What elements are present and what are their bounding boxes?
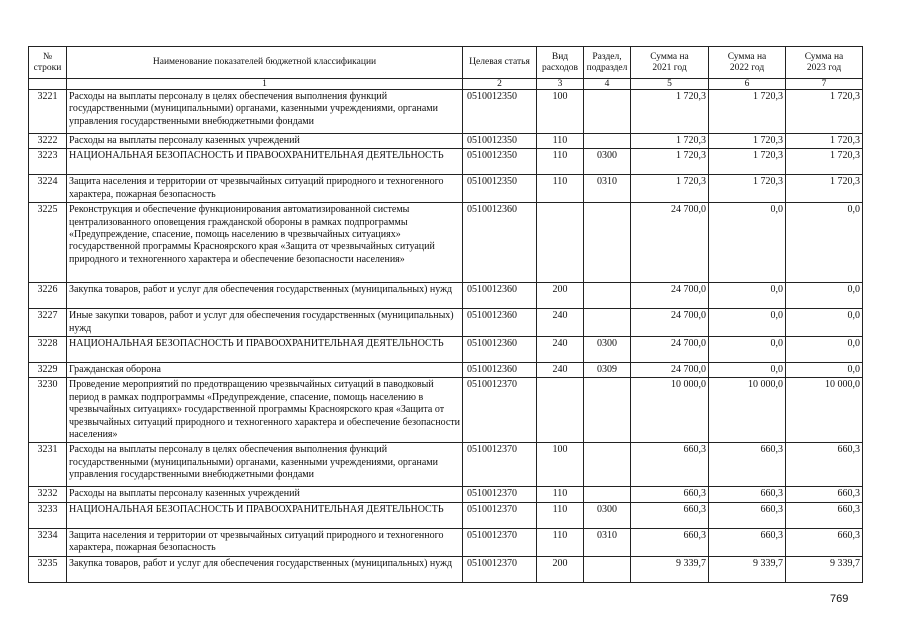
header-section: Раздел, подраздел: [584, 47, 631, 79]
column-number: 6: [709, 79, 786, 90]
sum-2023-cell: 0,0: [786, 283, 863, 309]
table-row: [29, 443, 863, 487]
sum-2023-cell: 1 720,3: [786, 149, 863, 175]
column-number: [29, 79, 67, 90]
row-number-cell: 3224: [29, 175, 67, 203]
section-cell: [584, 90, 631, 134]
budget-table: [28, 46, 863, 583]
sum-2022-cell: 1 720,3: [709, 90, 786, 134]
sum-2023-cell: 10 000,0: [786, 378, 863, 443]
expense-type-cell: 100: [537, 90, 584, 134]
column-number: 1: [67, 79, 463, 90]
section-cell: [584, 134, 631, 149]
indicator-name-cell: Реконструкция и обеспечение функционирования автоматизированной системы централизованного оповещения гражданской обороны в рамках подпрограммы «Предупреждение, спасение, помощь населению в чрезвычайных ситуациях» государственной программы Красноярского края «Защита от чрезвычайных ситуаций природного и техногенного характера и обеспечение безопасности населения»: [67, 203, 463, 283]
indicator-name-cell: НАЦИОНАЛЬНАЯ БЕЗОПАСНОСТЬ И ПРАВООХРАНИТЕЛЬНАЯ ДЕЯТЕЛЬНОСТЬ: [67, 149, 463, 175]
row-number-cell: 3227: [29, 309, 67, 337]
sum-2023-cell: 1 720,3: [786, 175, 863, 203]
sum-2022-cell: 0,0: [709, 337, 786, 363]
target-article-cell: 0510012370: [463, 443, 537, 487]
indicator-name-cell: Закупка товаров, работ и услуг для обеспечения государственных (муниципальных) нужд: [67, 556, 463, 582]
sum-2021-cell: 660,3: [631, 528, 709, 556]
sum-2021-cell: 10 000,0: [631, 378, 709, 443]
row-number-cell: 3225: [29, 203, 67, 283]
expense-type-cell: [537, 378, 584, 443]
expense-type-cell: 110: [537, 134, 584, 149]
section-cell: 0300: [584, 337, 631, 363]
header-indicator-name: Наименование показателей бюджетной классификации: [67, 47, 463, 79]
sum-2023-cell: 0,0: [786, 363, 863, 378]
sum-2022-cell: 0,0: [709, 203, 786, 283]
row-number-cell: 3234: [29, 528, 67, 556]
header-row-number: № строки: [29, 47, 67, 79]
section-cell: [584, 443, 631, 487]
sum-2022-cell: 660,3: [709, 528, 786, 556]
section-cell: [584, 309, 631, 337]
table-row: [29, 203, 863, 283]
sum-2021-cell: 24 700,0: [631, 309, 709, 337]
sum-2023-cell: 0,0: [786, 203, 863, 283]
section-cell: [584, 283, 631, 309]
sum-2022-cell: 9 339,7: [709, 556, 786, 582]
sum-2022-cell: 660,3: [709, 502, 786, 528]
sum-2021-cell: 24 700,0: [631, 283, 709, 309]
target-article-cell: 0510012360: [463, 363, 537, 378]
table-row: [29, 337, 863, 363]
sum-2022-cell: 1 720,3: [709, 149, 786, 175]
row-number-cell: 3228: [29, 337, 67, 363]
table-row: [29, 502, 863, 528]
target-article-cell: 0510012370: [463, 502, 537, 528]
sum-2021-cell: 660,3: [631, 487, 709, 502]
indicator-name-cell: Защита населения и территории от чрезвычайных ситуаций природного и техногенного характера, пожарная безопасность: [67, 528, 463, 556]
target-article-cell: 0510012360: [463, 337, 537, 363]
sum-2023-cell: 0,0: [786, 309, 863, 337]
table-row: [29, 134, 863, 149]
table-row: [29, 90, 863, 134]
indicator-name-cell: Расходы на выплаты персоналу казенных учреждений: [67, 487, 463, 502]
sum-2023-cell: 1 720,3: [786, 90, 863, 134]
sum-2023-cell: 660,3: [786, 502, 863, 528]
table-row: [29, 487, 863, 502]
table-row: [29, 309, 863, 337]
budget-table-container: [28, 46, 862, 583]
sum-2023-cell: 660,3: [786, 443, 863, 487]
target-article-cell: 0510012370: [463, 556, 537, 582]
expense-type-cell: 110: [537, 502, 584, 528]
sum-2021-cell: 660,3: [631, 443, 709, 487]
section-cell: [584, 556, 631, 582]
sum-2023-cell: 660,3: [786, 528, 863, 556]
sum-2021-cell: 1 720,3: [631, 90, 709, 134]
target-article-cell: 0510012370: [463, 528, 537, 556]
sum-2023-cell: 0,0: [786, 337, 863, 363]
table-row: [29, 363, 863, 378]
indicator-name-cell: Расходы на выплаты персоналу в целях обеспечения выполнения функций государственными (муниципальными) органами, казенными учреждениями, органами управления государственными внебюджетными фондами: [67, 90, 463, 134]
section-cell: 0300: [584, 149, 631, 175]
sum-2023-cell: 660,3: [786, 487, 863, 502]
column-number: 4: [584, 79, 631, 90]
row-number-cell: 3226: [29, 283, 67, 309]
header-sum-2021: Сумма на 2021 год: [631, 47, 709, 79]
target-article-cell: 0510012360: [463, 309, 537, 337]
sum-2021-cell: 24 700,0: [631, 337, 709, 363]
target-article-cell: 0510012350: [463, 90, 537, 134]
target-article-cell: 0510012350: [463, 134, 537, 149]
target-article-cell: 0510012370: [463, 378, 537, 443]
table-row: [29, 175, 863, 203]
expense-type-cell: 240: [537, 363, 584, 378]
section-cell: 0300: [584, 502, 631, 528]
sum-2022-cell: 660,3: [709, 487, 786, 502]
row-number-cell: 3231: [29, 443, 67, 487]
page-number: 769: [830, 593, 849, 605]
table-row: [29, 149, 863, 175]
sum-2021-cell: 1 720,3: [631, 149, 709, 175]
sum-2021-cell: 1 720,3: [631, 175, 709, 203]
table-body: [29, 90, 863, 583]
sum-2022-cell: 0,0: [709, 309, 786, 337]
column-number: 3: [537, 79, 584, 90]
indicator-name-cell: Иные закупки товаров, работ и услуг для обеспечения государственных (муниципальных) нужд: [67, 309, 463, 337]
section-cell: [584, 487, 631, 502]
indicator-name-cell: Гражданская оборона: [67, 363, 463, 378]
target-article-cell: 0510012360: [463, 283, 537, 309]
expense-type-cell: 240: [537, 337, 584, 363]
expense-type-cell: 110: [537, 528, 584, 556]
sum-2023-cell: 1 720,3: [786, 134, 863, 149]
indicator-name-cell: Проведение мероприятий по предотвращению чрезвычайных ситуаций в паводковый период в рамках подпрограммы «Предупреждение, спасение, помощь населению в чрезвычайных ситуациях» государственной программы Красноярского края «Защита от чрезвычайных ситуаций природного и техногенного характера и обеспечение безопасности населения»: [67, 378, 463, 443]
indicator-name-cell: НАЦИОНАЛЬНАЯ БЕЗОПАСНОСТЬ И ПРАВООХРАНИТЕЛЬНАЯ ДЕЯТЕЛЬНОСТЬ: [67, 502, 463, 528]
sum-2022-cell: 0,0: [709, 283, 786, 309]
column-number-row: [29, 79, 863, 90]
target-article-cell: 0510012360: [463, 203, 537, 283]
expense-type-cell: 200: [537, 283, 584, 309]
expense-type-cell: 240: [537, 309, 584, 337]
row-number-cell: 3230: [29, 378, 67, 443]
target-article-cell: 0510012350: [463, 149, 537, 175]
row-number-cell: 3221: [29, 90, 67, 134]
sum-2022-cell: 0,0: [709, 363, 786, 378]
sum-2023-cell: 9 339,7: [786, 556, 863, 582]
section-cell: 0310: [584, 175, 631, 203]
expense-type-cell: 110: [537, 487, 584, 502]
indicator-name-cell: Закупка товаров, работ и услуг для обеспечения государственных (муниципальных) нужд: [67, 283, 463, 309]
sum-2022-cell: 1 720,3: [709, 175, 786, 203]
table-header: [29, 47, 863, 90]
expense-type-cell: 110: [537, 175, 584, 203]
column-number: 5: [631, 79, 709, 90]
section-cell: [584, 378, 631, 443]
expense-type-cell: [537, 203, 584, 283]
row-number-cell: 3229: [29, 363, 67, 378]
row-number-cell: 3223: [29, 149, 67, 175]
table-row: [29, 556, 863, 582]
indicator-name-cell: НАЦИОНАЛЬНАЯ БЕЗОПАСНОСТЬ И ПРАВООХРАНИТЕЛЬНАЯ ДЕЯТЕЛЬНОСТЬ: [67, 337, 463, 363]
table-row: [29, 528, 863, 556]
row-number-cell: 3232: [29, 487, 67, 502]
sum-2021-cell: 9 339,7: [631, 556, 709, 582]
expense-type-cell: 200: [537, 556, 584, 582]
row-number-cell: 3233: [29, 502, 67, 528]
table-row: [29, 283, 863, 309]
sum-2021-cell: 24 700,0: [631, 363, 709, 378]
sum-2022-cell: 660,3: [709, 443, 786, 487]
row-number-cell: 3235: [29, 556, 67, 582]
indicator-name-cell: Расходы на выплаты персоналу казенных учреждений: [67, 134, 463, 149]
header-target-article: Целевая статья: [463, 47, 537, 79]
header-expense-type: Вид расходов: [537, 47, 584, 79]
column-number: 7: [786, 79, 863, 90]
header-sum-2023: Сумма на 2023 год: [786, 47, 863, 79]
sum-2021-cell: 1 720,3: [631, 134, 709, 149]
column-number: 2: [463, 79, 537, 90]
sum-2022-cell: 10 000,0: [709, 378, 786, 443]
expense-type-cell: 100: [537, 443, 584, 487]
sum-2022-cell: 1 720,3: [709, 134, 786, 149]
section-cell: [584, 203, 631, 283]
indicator-name-cell: Расходы на выплаты персоналу в целях обеспечения выполнения функций государственными (муниципальными) органами, казенными учреждениями, органами управления государственными внебюджетными фондами: [67, 443, 463, 487]
target-article-cell: 0510012370: [463, 487, 537, 502]
table-row: [29, 378, 863, 443]
expense-type-cell: 110: [537, 149, 584, 175]
sum-2021-cell: 660,3: [631, 502, 709, 528]
sum-2021-cell: 24 700,0: [631, 203, 709, 283]
section-cell: 0310: [584, 528, 631, 556]
indicator-name-cell: Защита населения и территории от чрезвычайных ситуаций природного и техногенного характера, пожарная безопасность: [67, 175, 463, 203]
header-sum-2022: Сумма на 2022 год: [709, 47, 786, 79]
target-article-cell: 0510012350: [463, 175, 537, 203]
section-cell: 0309: [584, 363, 631, 378]
row-number-cell: 3222: [29, 134, 67, 149]
